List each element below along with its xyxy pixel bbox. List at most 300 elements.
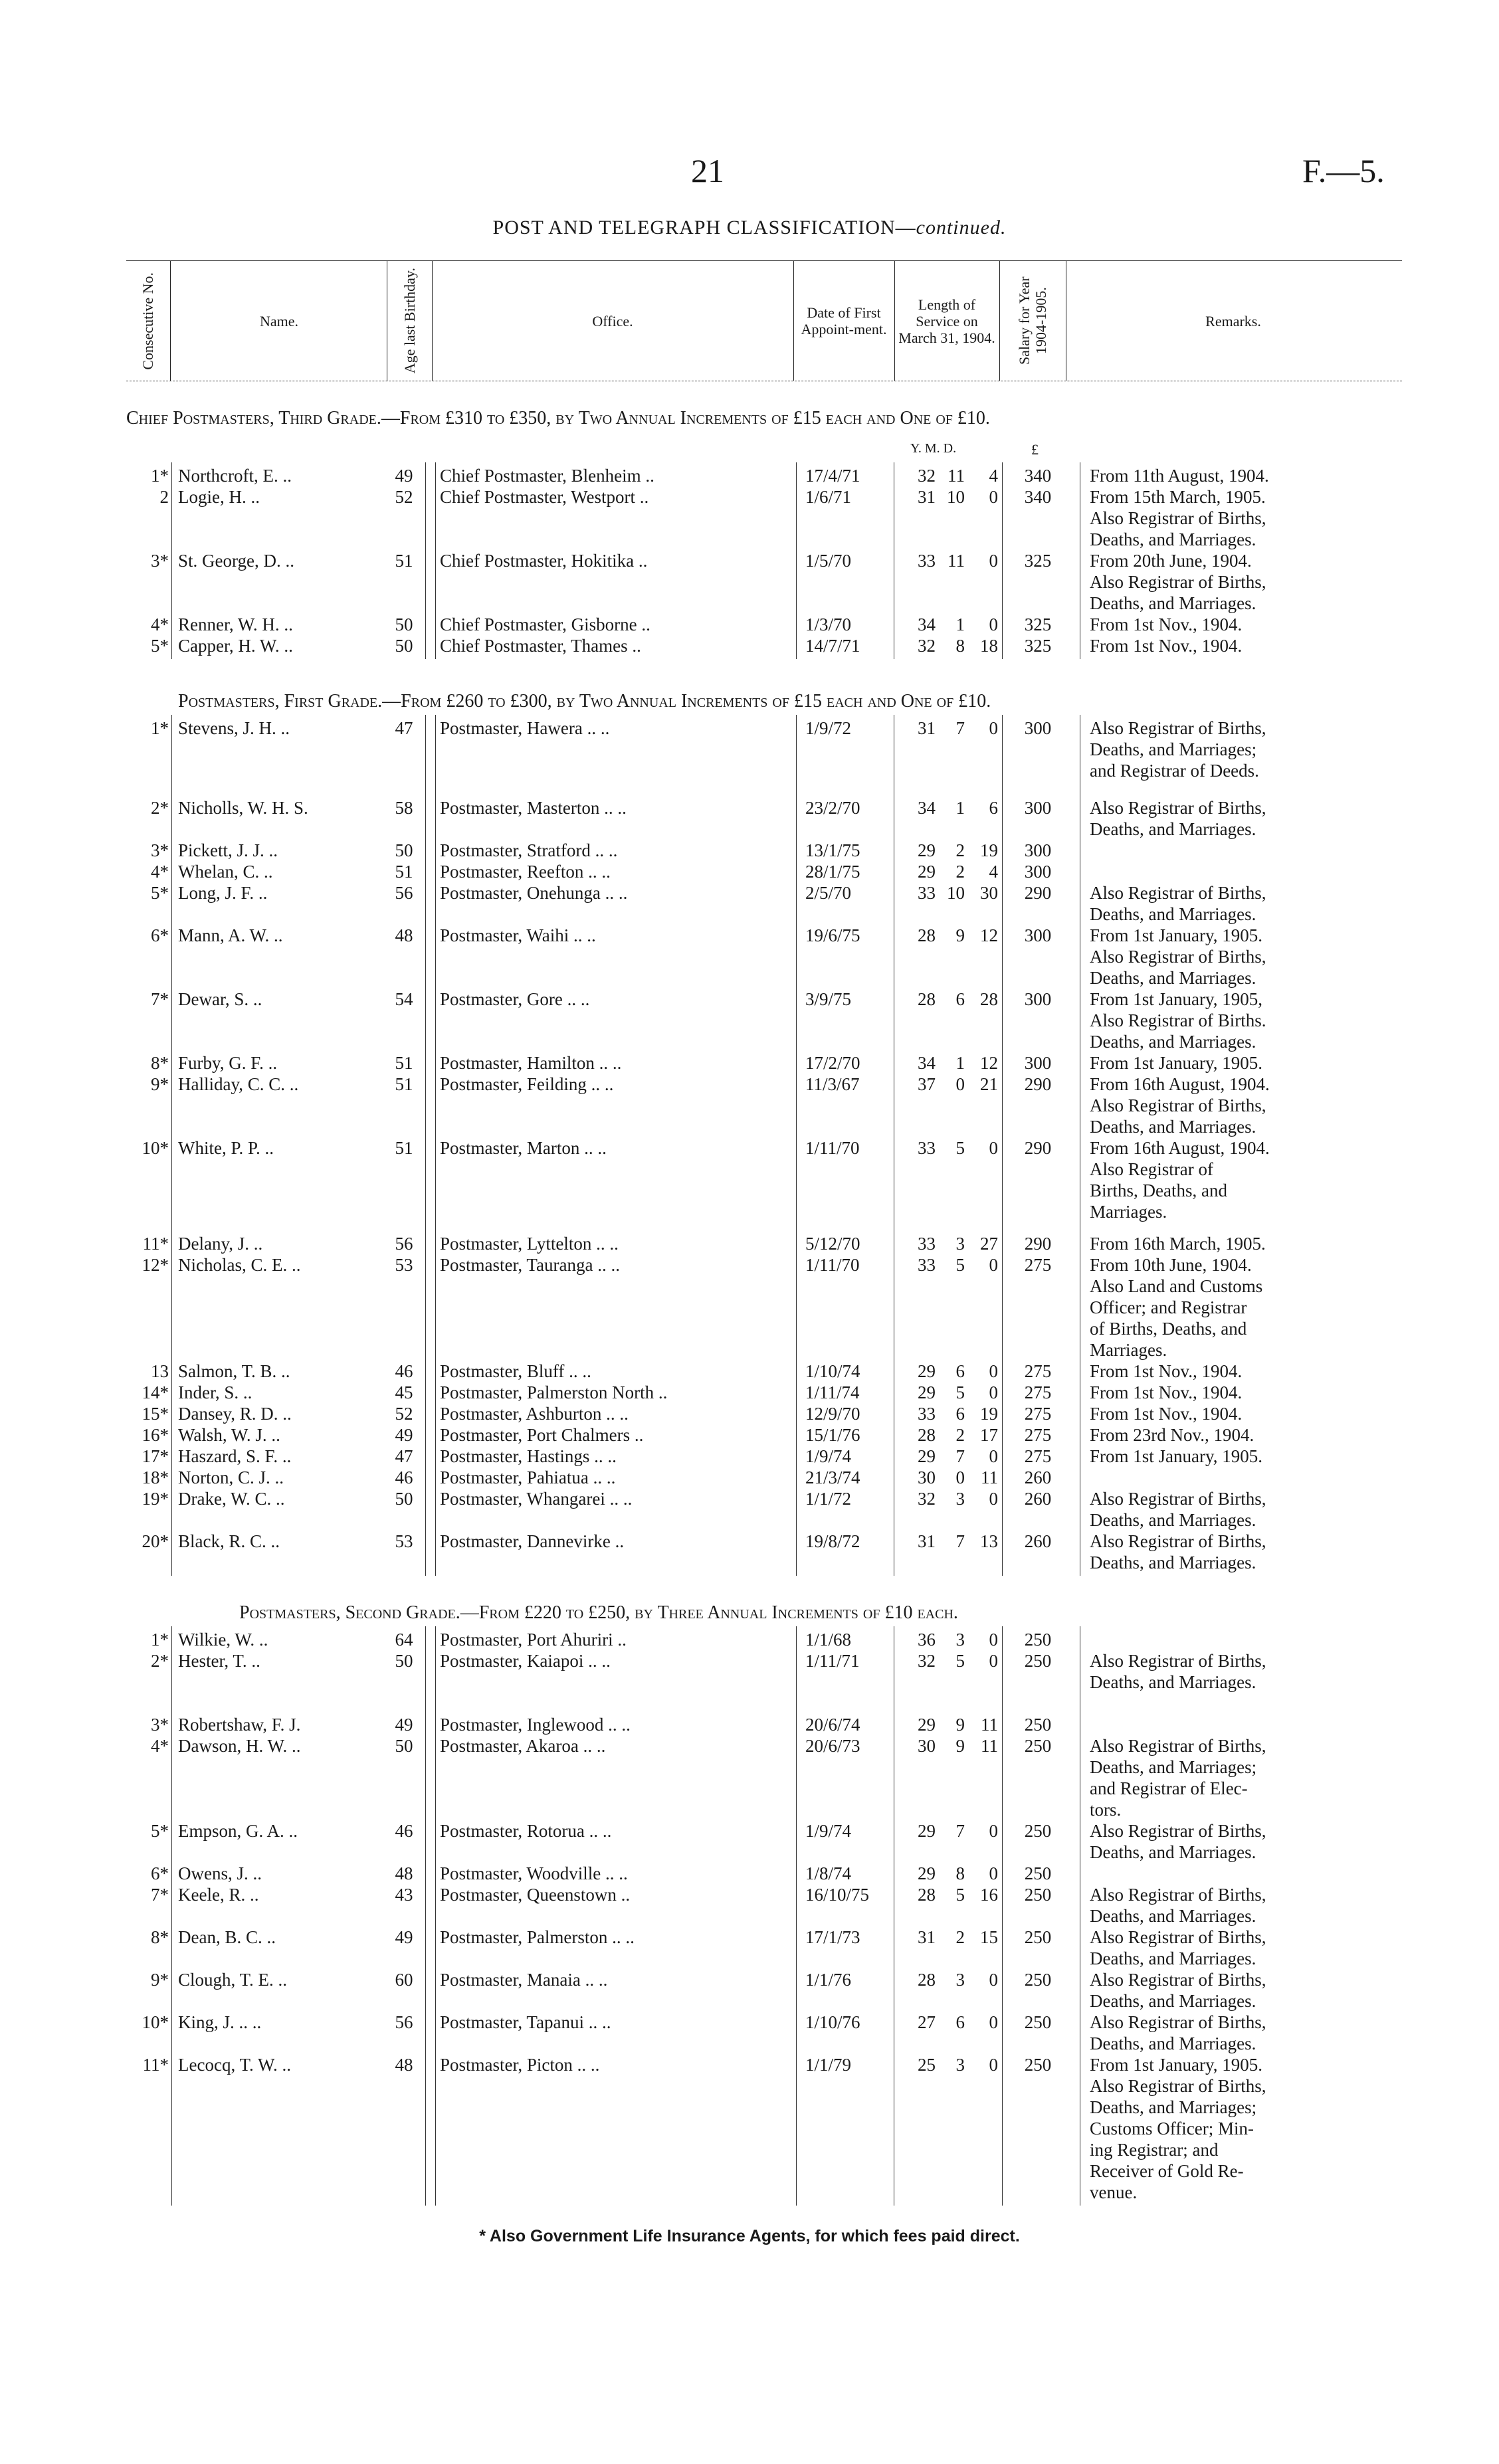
cell-d: 16 <box>980 1885 998 1905</box>
title-suffix: continued. <box>916 217 1007 238</box>
cell-age: 50 <box>395 1736 413 1756</box>
cell-date: 1/9/74 <box>805 1446 852 1466</box>
cell-no: 7* <box>151 1885 169 1905</box>
cell-m: 5 <box>955 1651 965 1671</box>
cell-age: 58 <box>395 798 413 818</box>
column-rule <box>425 462 426 659</box>
cell-y: 28 <box>918 1425 936 1445</box>
cell-m: 10 <box>947 487 965 507</box>
cell-d: 12 <box>980 1053 998 1073</box>
cell-no: 16* <box>142 1425 169 1445</box>
cell-office: Postmaster, Lyttelton .. .. <box>440 1234 619 1254</box>
cell-sal: 275 <box>1024 1446 1052 1466</box>
cell-office: Postmaster, Palmerston .. .. <box>440 1927 635 1947</box>
cell-office: Postmaster, Port Ahuriri .. <box>440 1630 627 1650</box>
cell-date: 17/4/71 <box>805 466 860 486</box>
cell-sal: 260 <box>1024 1489 1052 1509</box>
cell-m: 3 <box>955 1630 965 1650</box>
cell-office: Postmaster, Ashburton .. .. <box>440 1404 629 1424</box>
cell-d: 0 <box>989 1255 998 1275</box>
column-rule <box>425 1626 426 2206</box>
cell-d: 30 <box>980 883 998 903</box>
cell-no: 5* <box>151 883 169 903</box>
cell-sal: 300 <box>1024 718 1052 738</box>
document-title <box>0 217 1499 239</box>
cell-y: 36 <box>918 1630 936 1650</box>
cell-age: 56 <box>395 2012 413 2032</box>
cell-age: 56 <box>395 883 413 903</box>
cell-rem: From 1st January, 1905. <box>1090 1446 1262 1466</box>
cell-rem: From 1st Nov., 1904. <box>1090 1404 1243 1424</box>
cell-rem: From 1st Nov., 1904. <box>1090 1361 1243 1381</box>
cell-no: 5* <box>151 1821 169 1841</box>
cell-y: 28 <box>918 1885 936 1905</box>
cell-m: 6 <box>955 1404 965 1424</box>
cell-office: Postmaster, Dannevirke .. <box>440 1531 625 1551</box>
cell-office: Postmaster, Inglewood .. .. <box>440 1715 631 1735</box>
cell-m: 3 <box>955 2055 965 2075</box>
cell-name: Long, J. F. .. <box>178 883 268 903</box>
cell-name: Renner, W. H. .. <box>178 615 293 634</box>
cell-office: Chief Postmaster, Thames .. <box>440 636 641 656</box>
cell-age: 50 <box>395 636 413 656</box>
cell-office: Postmaster, Hastings .. .. <box>440 1446 617 1466</box>
cell-date: 13/1/75 <box>805 840 860 860</box>
cell-age: 47 <box>395 718 413 738</box>
cell-no: 17* <box>142 1446 169 1466</box>
cell-d: 6 <box>989 798 998 818</box>
cell-y: 37 <box>918 1074 936 1094</box>
cell-y: 28 <box>918 1970 936 1990</box>
cell-no: 8* <box>151 1053 169 1073</box>
cell-office: Postmaster, Hawera .. .. <box>440 718 610 738</box>
cell-rem: Also Registrar of Births, Deaths, and Marriages. <box>1090 1651 1266 1692</box>
cell-date: 20/6/74 <box>805 1715 860 1735</box>
table-header <box>126 260 1402 381</box>
cell-d: 12 <box>980 925 998 945</box>
cell-sal: 250 <box>1024 1651 1052 1671</box>
ymd-label: Y. M. D. <box>910 441 957 456</box>
cell-rem: From 11th August, 1904. <box>1090 466 1269 486</box>
cell-d: 0 <box>989 1361 998 1381</box>
cell-age: 48 <box>395 1863 413 1883</box>
cell-date: 1/10/74 <box>805 1361 860 1381</box>
cell-no: 20* <box>142 1531 169 1551</box>
cell-m: 3 <box>955 1970 965 1990</box>
cell-m: 3 <box>955 1489 965 1509</box>
cell-d: 0 <box>989 1821 998 1841</box>
cell-sal: 275 <box>1024 1425 1052 1445</box>
cell-age: 46 <box>395 1361 413 1381</box>
cell-d: 17 <box>980 1425 998 1445</box>
cell-date: 1/10/76 <box>805 2012 860 2032</box>
cell-y: 31 <box>918 1927 936 1947</box>
cell-rem: From 16th March, 1905. <box>1090 1234 1266 1254</box>
cell-m: 7 <box>955 1446 965 1466</box>
cell-sal: 290 <box>1024 1138 1052 1158</box>
cell-d: 15 <box>980 1927 998 1947</box>
cell-rem: From 16th August, 1904. Also Registrar of Births, Deaths, and Marriages. <box>1090 1074 1270 1137</box>
cell-no: 2* <box>151 798 169 818</box>
cell-m: 5 <box>955 1138 965 1158</box>
cell-name: Wilkie, W. .. <box>178 1630 268 1650</box>
cell-y: 31 <box>918 487 936 507</box>
cell-no: 3* <box>151 551 169 571</box>
cell-m: 6 <box>955 1361 965 1381</box>
cell-name: King, J. .. .. <box>178 2012 262 2032</box>
cell-sal: 300 <box>1024 840 1052 860</box>
cell-no: 10* <box>142 1138 169 1158</box>
cell-sal: 275 <box>1024 1255 1052 1275</box>
cell-d: 27 <box>980 1234 998 1254</box>
cell-age: 49 <box>395 1927 413 1947</box>
cell-date: 1/1/72 <box>805 1489 852 1509</box>
cell-rem: Also Registrar of Births, Deaths, and Marriages. <box>1090 798 1266 839</box>
column-rule <box>796 715 797 1576</box>
cell-no: 5* <box>151 636 169 656</box>
cell-no: 10* <box>142 2012 169 2032</box>
cell-age: 51 <box>395 862 413 882</box>
cell-name: Dewar, S. .. <box>178 989 262 1009</box>
cell-d: 0 <box>989 1651 998 1671</box>
cell-office: Postmaster, Bluff .. .. <box>440 1361 591 1381</box>
section-title: Chief Postmasters, Third Grade.—From £310 to £350, by Two Annual Increments of £15 each and One of £10. <box>126 408 990 428</box>
cell-date: 17/2/70 <box>805 1053 860 1073</box>
pound-label: £ <box>1031 441 1039 458</box>
cell-date: 17/1/73 <box>805 1927 860 1947</box>
column-rule <box>435 1626 436 2206</box>
cell-sal: 325 <box>1024 615 1052 634</box>
cell-no: 1* <box>151 466 169 486</box>
cell-sal: 250 <box>1024 1630 1052 1650</box>
cell-rem: From 10th June, 1904. Also Land and Customs Officer; and Registrar of Births, Deaths, and Marriages. <box>1090 1255 1263 1360</box>
cell-office: Postmaster, Queenstown .. <box>440 1885 631 1905</box>
cell-d: 11 <box>981 1715 998 1735</box>
cell-office: Postmaster, Palmerston North .. <box>440 1382 668 1402</box>
cell-office: Postmaster, Tauranga .. .. <box>440 1255 620 1275</box>
cell-name: Inder, S. .. <box>178 1382 252 1402</box>
cell-y: 30 <box>918 1468 936 1487</box>
cell-name: Walsh, W. J. .. <box>178 1425 280 1445</box>
cell-no: 18* <box>142 1468 169 1487</box>
cell-name: Black, R. C. .. <box>178 1531 280 1551</box>
cell-y: 25 <box>918 2055 936 2075</box>
cell-date: 1/9/72 <box>805 718 852 738</box>
cell-age: 50 <box>395 615 413 634</box>
cell-date: 5/12/70 <box>805 1234 860 1254</box>
cell-sal: 250 <box>1024 1715 1052 1735</box>
cell-date: 3/9/75 <box>805 989 852 1009</box>
cell-age: 46 <box>395 1821 413 1841</box>
cell-y: 34 <box>918 798 936 818</box>
footnote: * Also Government Life Insurance Agents, for which fees paid direct. <box>479 2227 1020 2245</box>
cell-y: 27 <box>918 2012 936 2032</box>
cell-y: 33 <box>918 551 936 571</box>
cell-sal: 250 <box>1024 1863 1052 1883</box>
cell-m: 2 <box>955 1927 965 1947</box>
column-rule <box>796 1626 797 2206</box>
cell-sal: 275 <box>1024 1404 1052 1424</box>
cell-office: Postmaster, Hamilton .. .. <box>440 1053 622 1073</box>
cell-sal: 250 <box>1024 1970 1052 1990</box>
cell-date: 14/7/71 <box>805 636 860 656</box>
cell-d: 0 <box>989 1630 998 1650</box>
cell-rem: Also Registrar of Births, Deaths, and Marriages; and Registrar of Elec- tors. <box>1090 1736 1266 1820</box>
cell-d: 21 <box>980 1074 998 1094</box>
cell-age: 47 <box>395 1446 413 1466</box>
cell-no: 7* <box>151 989 169 1009</box>
cell-d: 0 <box>989 1489 998 1509</box>
cell-m: 7 <box>955 718 965 738</box>
cell-sal: 300 <box>1024 989 1052 1009</box>
cell-date: 1/5/70 <box>805 551 852 571</box>
cell-no: 4* <box>151 1736 169 1756</box>
cell-sal: 250 <box>1024 1821 1052 1841</box>
cell-y: 30 <box>918 1736 936 1756</box>
header-service: Length of Service on March 31, 1904. <box>898 296 995 346</box>
cell-age: 56 <box>395 1234 413 1254</box>
cell-d: 11 <box>981 1736 998 1756</box>
cell-rem: From 23rd Nov., 1904. <box>1090 1425 1254 1445</box>
cell-sal: 275 <box>1024 1382 1052 1402</box>
cell-m: 1 <box>955 798 965 818</box>
cell-no: 3* <box>151 1715 169 1735</box>
cell-sal: 290 <box>1024 883 1052 903</box>
cell-age: 52 <box>395 487 413 507</box>
cell-m: 7 <box>955 1821 965 1841</box>
cell-d: 0 <box>989 551 998 571</box>
cell-rem: Also Registrar of Births, Deaths, and Marriages. <box>1090 1885 1266 1926</box>
cell-office: Postmaster, Akaroa .. .. <box>440 1736 606 1756</box>
cell-no: 4* <box>151 862 169 882</box>
column-rule <box>425 715 426 1576</box>
header-consecutive-no: Consecutive No. <box>139 272 156 370</box>
title-main: POST AND TELEGRAPH CLASSIFICATION— <box>492 217 916 238</box>
cell-d: 0 <box>989 1970 998 1990</box>
cell-date: 16/10/75 <box>805 1885 870 1905</box>
cell-rem: From 16th August, 1904. Also Registrar of Births, Deaths, and Marriages. <box>1090 1138 1270 1222</box>
cell-name: White, P. P. .. <box>178 1138 274 1158</box>
cell-y: 33 <box>918 1404 936 1424</box>
cell-name: Dawson, H. W. .. <box>178 1736 301 1756</box>
cell-name: Nicholls, W. H. S. <box>178 798 308 818</box>
cell-sal: 340 <box>1024 487 1052 507</box>
cell-age: 46 <box>395 1468 413 1487</box>
cell-date: 19/6/75 <box>805 925 860 945</box>
cell-rem: Also Registrar of Births, Deaths, and Marriages; and Registrar of Deeds. <box>1090 718 1266 781</box>
cell-m: 11 <box>948 466 965 486</box>
cell-name: Lecocq, T. W. .. <box>178 2055 291 2075</box>
document-reference: F.—5. <box>1302 152 1385 189</box>
header-remarks: Remarks. <box>1205 312 1261 330</box>
cell-date: 1/11/70 <box>805 1255 860 1275</box>
cell-y: 29 <box>918 1821 936 1841</box>
cell-age: 51 <box>395 1053 413 1073</box>
page-number: 21 <box>691 152 724 189</box>
cell-office: Chief Postmaster, Blenheim .. <box>440 466 654 486</box>
cell-age: 53 <box>395 1531 413 1551</box>
cell-m: 10 <box>947 883 965 903</box>
cell-y: 29 <box>918 840 936 860</box>
cell-date: 1/1/79 <box>805 2055 852 2075</box>
column-rule <box>1002 1626 1003 2206</box>
cell-rem: Also Registrar of Births, Deaths, and Marriages. <box>1090 2012 1266 2053</box>
cell-name: Haszard, S. F. .. <box>178 1446 292 1466</box>
column-rule <box>796 462 797 659</box>
cell-rem: Also Registrar of Births, Deaths, and Marriages. <box>1090 1970 1266 2011</box>
cell-no: 3* <box>151 840 169 860</box>
cell-no: 11* <box>142 2055 169 2075</box>
cell-age: 50 <box>395 840 413 860</box>
section-title: Postmasters, Second Grade.—From £220 to £250, by Three Annual Increments of £10 each. <box>239 1602 958 1623</box>
header-name: Name. <box>259 312 299 330</box>
cell-sal: 250 <box>1024 1736 1052 1756</box>
cell-m: 5 <box>955 1255 965 1275</box>
cell-age: 54 <box>395 989 413 1009</box>
cell-y: 29 <box>918 1863 936 1883</box>
cell-name: Northcroft, E. .. <box>178 466 292 486</box>
cell-m: 2 <box>955 862 965 882</box>
cell-date: 23/2/70 <box>805 798 860 818</box>
header-salary: Salary for Year 1904-1905. <box>1016 276 1049 365</box>
column-rule <box>1002 715 1003 1576</box>
cell-d: 0 <box>989 615 998 634</box>
cell-office: Postmaster, Feilding .. .. <box>440 1074 614 1094</box>
cell-no: 1* <box>151 718 169 738</box>
cell-date: 19/8/72 <box>805 1531 860 1551</box>
cell-m: 0 <box>955 1468 965 1487</box>
cell-sal: 340 <box>1024 466 1052 486</box>
cell-age: 49 <box>395 466 413 486</box>
cell-sal: 300 <box>1024 925 1052 945</box>
cell-date: 12/9/70 <box>805 1404 860 1424</box>
cell-d: 19 <box>980 840 998 860</box>
cell-m: 8 <box>955 636 965 656</box>
cell-m: 11 <box>948 551 965 571</box>
cell-m: 6 <box>955 989 965 1009</box>
cell-rem: From 20th June, 1904. Also Registrar of Births, Deaths, and Marriages. <box>1090 551 1266 613</box>
cell-d: 0 <box>989 1446 998 1466</box>
cell-rem: From 1st January, 1905, Also Registrar of Births. Deaths, and Marriages. <box>1090 989 1266 1052</box>
cell-sal: 250 <box>1024 2055 1052 2075</box>
cell-date: 1/11/74 <box>805 1382 860 1402</box>
cell-age: 49 <box>395 1425 413 1445</box>
cell-sal: 290 <box>1024 1234 1052 1254</box>
cell-date: 1/6/71 <box>805 487 852 507</box>
cell-no: 9* <box>151 1970 169 1990</box>
cell-d: 0 <box>989 2055 998 2075</box>
cell-date: 2/5/70 <box>805 883 852 903</box>
cell-sal: 300 <box>1024 1053 1052 1073</box>
cell-rem: Also Registrar of Births, Deaths, and Marriages. <box>1090 1531 1266 1572</box>
cell-name: Dean, B. C. .. <box>178 1927 276 1947</box>
cell-y: 32 <box>918 636 936 656</box>
cell-date: 20/6/73 <box>805 1736 860 1756</box>
section-title: Postmasters, First Grade.—From £260 to £300, by Two Annual Increments of £15 each and One of £10. <box>178 691 991 711</box>
cell-no: 15* <box>142 1404 169 1424</box>
cell-name: Clough, T. E. .. <box>178 1970 288 1990</box>
cell-d: 11 <box>981 1468 998 1487</box>
cell-date: 1/8/74 <box>805 1863 852 1883</box>
cell-y: 29 <box>918 1446 936 1466</box>
cell-y: 32 <box>918 1651 936 1671</box>
column-rule <box>171 715 172 1576</box>
cell-date: 1/1/68 <box>805 1630 852 1650</box>
cell-m: 9 <box>955 1715 965 1735</box>
cell-office: Postmaster, Pahiatua .. .. <box>440 1468 616 1487</box>
cell-office: Postmaster, Woodville .. .. <box>440 1863 628 1883</box>
cell-y: 32 <box>918 466 936 486</box>
cell-office: Postmaster, Picton .. .. <box>440 2055 600 2075</box>
cell-office: Postmaster, Rotorua .. .. <box>440 1821 612 1841</box>
cell-age: 45 <box>395 1382 413 1402</box>
cell-no: 11* <box>142 1234 169 1254</box>
cell-rem: Also Registrar of Births, Deaths, and Marriages. <box>1090 1489 1266 1530</box>
cell-name: Stevens, J. H. .. <box>178 718 290 738</box>
cell-name: Mann, A. W. .. <box>178 925 283 945</box>
cell-date: 28/1/75 <box>805 862 860 882</box>
cell-name: Halliday, C. C. .. <box>178 1074 299 1094</box>
cell-m: 0 <box>955 1074 965 1094</box>
column-rule <box>435 715 436 1576</box>
cell-office: Postmaster, Tapanui .. .. <box>440 2012 611 2032</box>
cell-office: Postmaster, Marton .. .. <box>440 1138 607 1158</box>
cell-date: 1/11/70 <box>805 1138 860 1158</box>
cell-m: 3 <box>955 1234 965 1254</box>
cell-date: 1/3/70 <box>805 615 852 634</box>
cell-sal: 250 <box>1024 1885 1052 1905</box>
cell-m: 1 <box>955 1053 965 1073</box>
cell-m: 9 <box>955 925 965 945</box>
cell-age: 43 <box>395 1885 413 1905</box>
cell-office: Postmaster, Whangarei .. .. <box>440 1489 633 1509</box>
cell-d: 28 <box>980 989 998 1009</box>
cell-sal: 300 <box>1024 798 1052 818</box>
cell-y: 29 <box>918 1382 936 1402</box>
cell-y: 28 <box>918 989 936 1009</box>
cell-rem: Also Registrar of Births, Deaths, and Marriages. <box>1090 883 1266 924</box>
cell-rem: From 1st Nov., 1904. <box>1090 615 1243 634</box>
cell-date: 1/9/74 <box>805 1821 852 1841</box>
cell-sal: 250 <box>1024 1927 1052 1947</box>
cell-office: Postmaster, Port Chalmers .. <box>440 1425 644 1445</box>
cell-no: 9* <box>151 1074 169 1094</box>
cell-sal: 250 <box>1024 2012 1052 2032</box>
cell-sal: 300 <box>1024 862 1052 882</box>
cell-d: 19 <box>980 1404 998 1424</box>
cell-age: 60 <box>395 1970 413 1990</box>
cell-rem: From 1st Nov., 1904. <box>1090 636 1243 656</box>
cell-y: 33 <box>918 883 936 903</box>
cell-d: 0 <box>989 487 998 507</box>
cell-age: 51 <box>395 1074 413 1094</box>
cell-no: 6* <box>151 925 169 945</box>
cell-m: 5 <box>955 1382 965 1402</box>
cell-y: 29 <box>918 1361 936 1381</box>
cell-name: Robertshaw, F. J. <box>178 1715 301 1735</box>
cell-name: Drake, W. C. .. <box>178 1489 285 1509</box>
cell-y: 29 <box>918 1715 936 1735</box>
cell-m: 9 <box>955 1736 965 1756</box>
column-rule <box>171 462 172 659</box>
cell-rem: From 1st January, 1905. Also Registrar of Births, Deaths, and Marriages; Customs Officer; Min- ing Registrar; and Receiver of Gold Re- venue. <box>1090 2055 1266 2202</box>
cell-y: 34 <box>918 1053 936 1073</box>
cell-sal: 260 <box>1024 1468 1052 1487</box>
cell-name: Empson, G. A. .. <box>178 1821 298 1841</box>
cell-m: 7 <box>955 1531 965 1551</box>
cell-name: Salmon, T. B. .. <box>178 1361 290 1381</box>
cell-office: Postmaster, Onehunga .. .. <box>440 883 628 903</box>
